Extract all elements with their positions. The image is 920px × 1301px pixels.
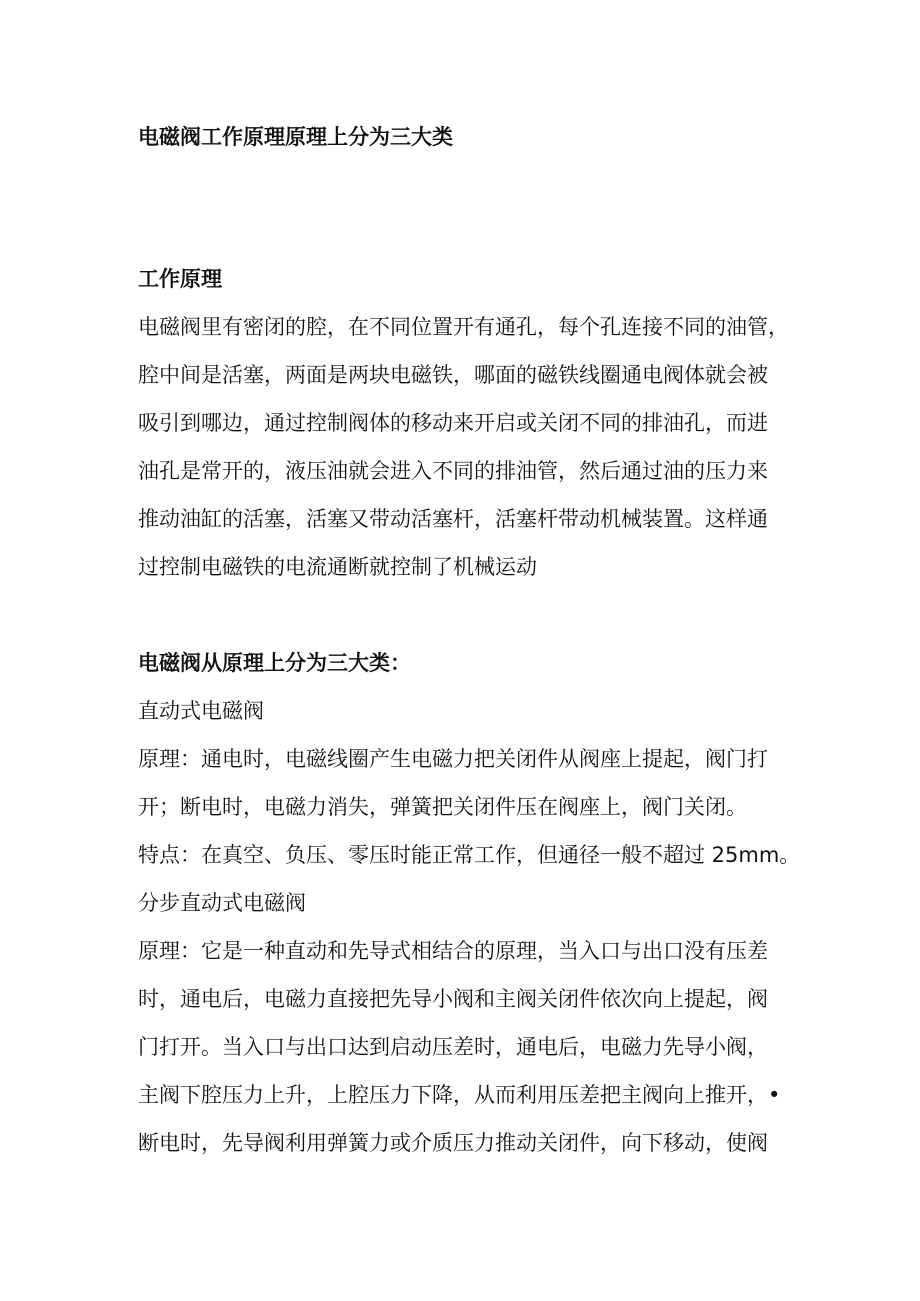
section-heading-three-types: 电磁阀从原理上分为三大类：	[138, 651, 411, 675]
paragraph-line: 门打开。当入口与出口达到启动压差时，通电后，电磁力先导小阀，	[138, 1035, 768, 1059]
paragraph-line: 原理：它是一种直动和先导式相结合的原理，当入口与出口没有压差	[138, 939, 768, 963]
paragraph-line: 油孔是常开的，液压油就会进入不同的排油管，然后通过油的压力来	[138, 459, 768, 483]
paragraph-line: 特点：在真空、负压、零压时能正常工作，但通径一般不超过 25mm。	[138, 843, 801, 867]
paragraph-line: 时，通电后，电磁力直接把先导小阀和主阀关闭件依次向上提起，阀	[138, 987, 768, 1011]
paragraph-line: 吸引到哪边，通过控制阀体的移动来开启或关闭不同的排油孔，而进	[138, 411, 768, 435]
subheading-stepped-direct-acting-valve: 分步直动式电磁阀	[138, 891, 306, 915]
paragraph-line: 开；断电时，电磁力消失，弹簧把关闭件压在阀座上，阀门关闭。	[138, 795, 747, 819]
document-title: 电磁阀工作原理原理上分为三大类	[138, 125, 453, 149]
section-heading-working-principle: 工作原理	[138, 267, 222, 291]
subheading-direct-acting-valve: 直动式电磁阀	[138, 699, 264, 723]
paragraph-line: 过控制电磁铁的电流通断就控制了机械运动	[138, 555, 537, 579]
paragraph-line: 腔中间是活塞，两面是两块电磁铁，哪面的磁铁线圈通电阀体就会被	[138, 363, 768, 387]
paragraph-line: 推动油缸的活塞，活塞又带动活塞杆，活塞杆带动机械装置。这样通	[138, 507, 768, 531]
paragraph-line: 电磁阀里有密闭的腔，在不同位置开有通孔，每个孔连接不同的油管，	[138, 315, 789, 339]
paragraph-line: 原理：通电时，电磁线圈产生电磁力把关闭件从阀座上提起，阀门打	[138, 747, 768, 771]
paragraph-line: 断电时，先导阀利用弹簧力或介质压力推动关闭件，向下移动，使阀	[138, 1131, 768, 1155]
paragraph-line: 主阀下腔压力上升，上腔压力下降，从而利用压差把主阀向上推开，•	[138, 1083, 781, 1107]
